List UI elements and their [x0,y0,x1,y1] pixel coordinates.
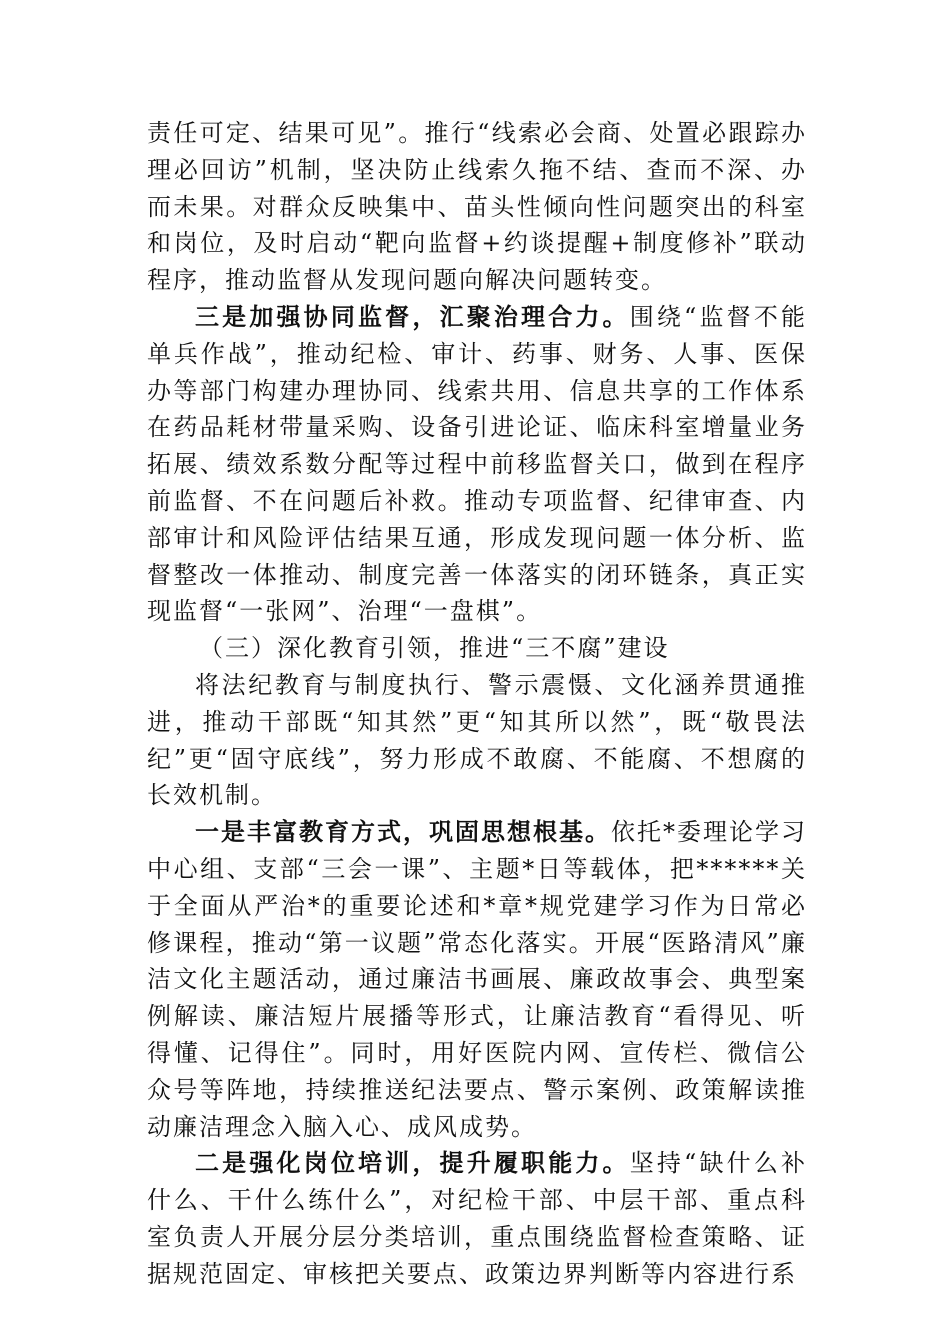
paragraph-2-lead: 三是加强协同监督，汇聚治理合力。 [195,301,630,331]
paragraph-5 [147,1145,807,1292]
paragraph-4-text: 依托*委理论学习中心组、支部“三会一课”、主题*日等载体，把******关于全面从严治*的重要论述和*章*规党建学习作为日常必修课程，推动“第一议题”常态化落实。开展“医路清风”廉洁文化主题活动，通过廉洁书画展、廉政故事会、典型案例解读、廉洁短片展播等形式，让廉洁教育“看得见、听得懂、记得住”。同时，用好医院内网、宣传栏、微信公众号等阵地，持续推送纪法要点、警示案例、政策解读推动廉洁理念入脑入心、成风成势。 [147,818,807,1141]
paragraph-3-text: 将法纪教育与制度执行、警示震慑、文化涵养贯通推进，推动干部既“知其然”更“知其所以然”，既“敬畏法纪”更“固守底线”，努力形成不敢腐、不能腐、不想腐的长效机制。 [147,670,807,810]
paragraph-4 [147,814,807,1145]
paragraph-1-text: 责任可定、结果可见”。推行“线索必会商、处置必跟踪办理必回访”机制，坚决防止线索久拖不结、查而不深、办而未果。对群众反映集中、苗头性倾向性问题突出的科室和岗位，及时启动“靶向监督+约谈提醒+制度修补”联动程序，推动监督从发现问题向解决问题转变。 [147,119,807,295]
paragraph-1 [147,115,807,299]
paragraph-4-lead: 一是丰富教育方式，巩固思想根基。 [195,817,611,847]
section-heading-3 [147,630,807,667]
paragraph-2-text: 围绕“监督不能单兵作战”，推动纪检、审计、药事、财务、人事、医保办等部门构建办理协同、线索共用、信息共享的工作体系在药品耗材带量采购、设备引进论证、临床科室增量业务拓展、绩效系数分配等过程中前移监督关口，做到在程序前监督、不在问题后补救。推动专项监督、纪律审查、内部审计和风险评估结果互通，形成发现问题一体分析、监督整改一体推动、制度完善一体落实的闭环链条，真正实现监督“一张网”、治理“一盘棋”。 [147,302,807,626]
paragraph-3 [147,667,807,814]
paragraph-5-lead: 二是强化岗位培训，提升履职能力。 [195,1148,630,1178]
section-heading-3-text: （三）深化教育引领，推进“三不腐”建设 [199,634,670,663]
paragraph-5-text: 坚持“缺什么补什么、干什么练什么”，对纪检干部、中层干部、重点科室负责人开展分层分类培训，重点围绕监督检查策略、证据规范固定、审核把关要点、政策边界判断等内容进行系 [147,1149,807,1288]
paragraph-2 [147,299,807,630]
document-page [147,115,807,1293]
